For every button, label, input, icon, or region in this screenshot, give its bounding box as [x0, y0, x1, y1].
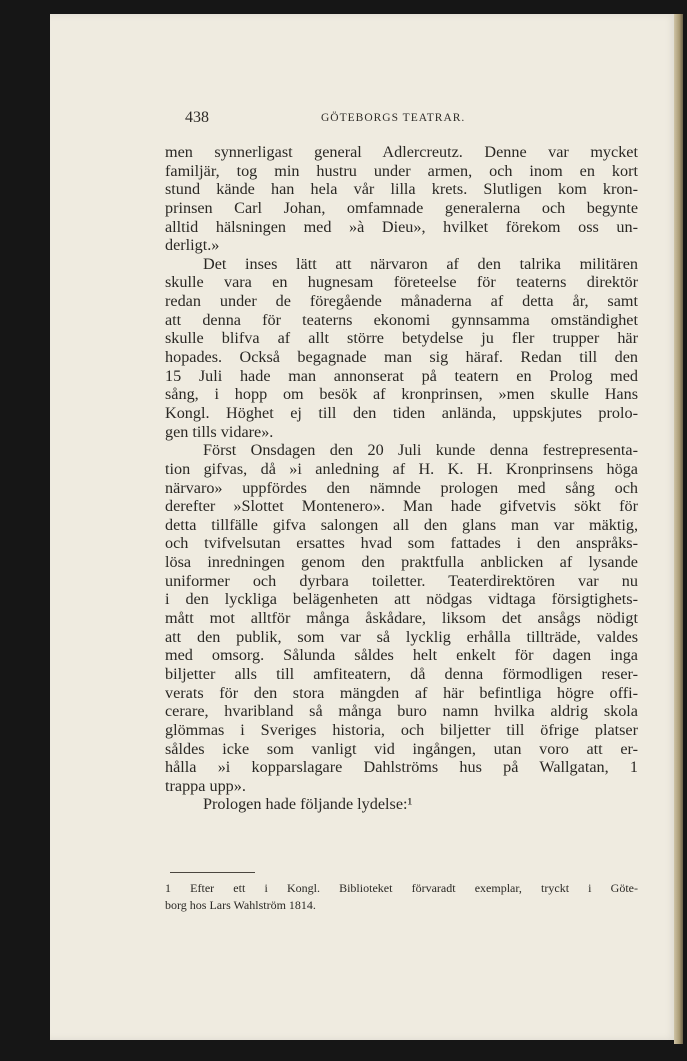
page-edge [674, 14, 683, 1044]
text-line: derligt.» [165, 236, 220, 255]
text-line: Prologen hade följande lydelse:¹ [203, 795, 413, 814]
text-line: att denna för teaterns ekonomi gynnsamma omständighet [165, 310, 638, 329]
text-line: skulle blifva af allt större betydelse ju fler trupper här [165, 329, 638, 348]
text-line: biljetter alls till amfiteatern, då denna förmodligen reser- [165, 664, 638, 683]
text-line: detta tillfälle gifva salongen all den glans man var mäktig, [165, 515, 638, 534]
text-line: derefter »Slottet Montenero». Man hade gifvetvis sökt för [165, 497, 638, 516]
text-line: Först Onsdagen den 20 Juli kunde denna festrepresenta- [203, 441, 638, 460]
footnote-line: borg hos Lars Wahlström 1814. [165, 898, 316, 912]
text-line: sång, i hopp om besök af kronprinsen, »men skulle Hans [165, 385, 638, 404]
text-line: Kongl. Höghet ej till den tiden anlända, uppskjutes prolo- [165, 403, 638, 422]
text-line: hålla »i kopparslagare Dahlströms hus på Wallgatan, 1 [165, 758, 638, 777]
running-title: GÖTEBORGS TEATRAR. [321, 112, 466, 124]
text-line: i den lyckliga belägenheten att nödgas vidtaga försigtighets- [165, 590, 638, 609]
text-line: såldes icke som vanligt vid ingången, utan voro att er- [165, 739, 638, 758]
text-line: trappa upp». [165, 776, 246, 795]
text-line: glömmas i Sveriges historia, och biljetter till öfrige platser [165, 720, 638, 739]
text-line: redan under de föregående månaderna af detta år, samt [165, 292, 638, 311]
page-number: 438 [185, 109, 209, 126]
footnote-rule [170, 872, 255, 873]
text-line: tion gifvas, då »i anledning af H. K. H. Kronprinsens höga [165, 459, 638, 478]
text-line: med omsorg. Sålunda såldes helt enkelt för dagen inga [165, 646, 638, 665]
text-line: cerare, hvaribland så många buro namn hvilka aldrig skola [165, 702, 638, 721]
text-line: hopades. Också begagnade man sig häraf. Redan till den [165, 348, 638, 367]
text-line: 15 Juli hade man annonserat på teatern en Prolog med [165, 366, 638, 385]
footnote [165, 880, 638, 914]
text-line: verats för den stora mängden af här befintliga högre offi- [165, 683, 638, 702]
page-header [185, 109, 491, 129]
text-line: närvaro» uppfördes den nämnde prologen med sång och [165, 478, 638, 497]
text-line: familjär, tog min hustru under armen, och inom en kort [165, 161, 638, 180]
footnote-line: 1 Efter ett i Kongl. Biblioteket förvaradt exemplar, tryckt i Göte- [165, 881, 638, 895]
text-line: uniformer och dyrbara toiletter. Teaterdirektören var nu [165, 571, 638, 590]
text-line: att den publik, som var så lycklig erhålla tillträde, valdes [165, 627, 638, 646]
text-line: prinsen Carl Johan, omfamnade generalerna och begynte [165, 198, 638, 217]
text-line: gen tills vidare». [165, 422, 274, 441]
text-line: Det inses lätt att närvaron af den talrika militären [203, 254, 638, 273]
text-line: stund kände han hela vår lilla krets. Slutligen kom kron- [165, 180, 638, 199]
text-line: men synnerligast general Adlercreutz. Denne var mycket [165, 143, 638, 161]
text-line: och tvifvelsutan ersattes hvad som fattades i den anspråks- [165, 534, 638, 553]
text-line: alltid hälsningen med »à Dieu», hvilket förekom oss un- [165, 217, 638, 236]
body-text [165, 143, 638, 814]
text-line: lösa inredningen genom den praktfulla anblicken af lysande [165, 553, 638, 572]
text-line: mått mot alltför många åskådare, liksom det ansågs nödigt [165, 609, 638, 628]
text-line: skulle vara en hugnesam företeelse för teaterns direktör [165, 273, 638, 292]
